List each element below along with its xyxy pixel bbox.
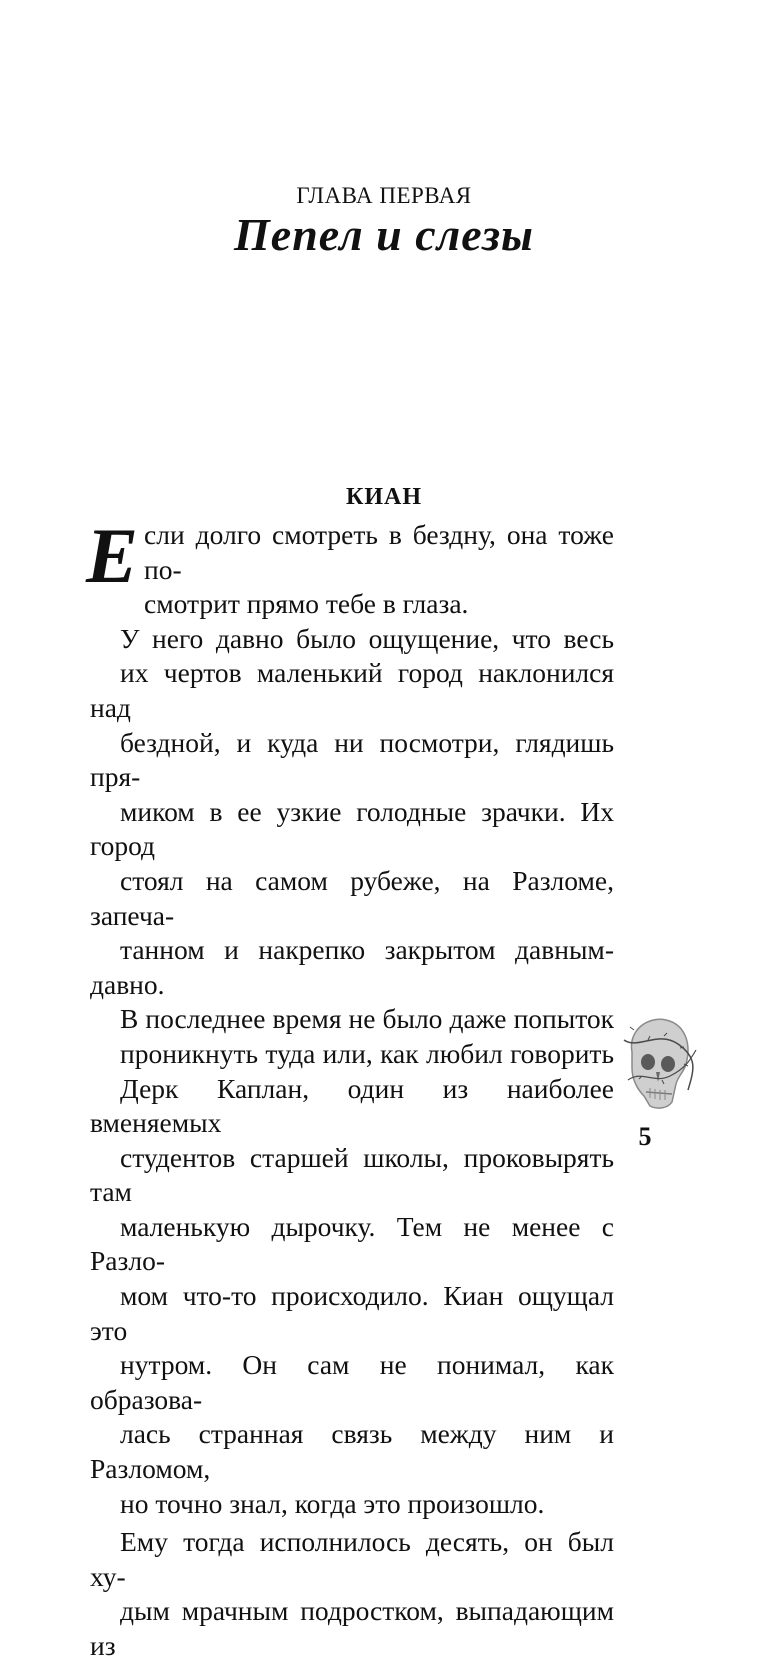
- text-line: мом что-то происходило. Киан ощущал это: [90, 1280, 614, 1346]
- text-line: лась странная связь между ним и Разломом,: [90, 1418, 614, 1485]
- drop-cap: Е: [86, 512, 139, 599]
- text-line: дым мрачным подростком, выпадающим из: [90, 1595, 614, 1661]
- page-number: 5: [638, 1122, 652, 1151]
- text-line: нутром. Он сам не понимал, как образова-: [90, 1349, 614, 1415]
- text-line: сли долго смотреть в бездну, она тоже по-: [144, 519, 614, 585]
- text-line: но точно знал, когда это произошло.: [120, 1487, 545, 1519]
- paragraph-2: [90, 622, 614, 1521]
- paragraph-1: [86, 512, 614, 622]
- body-text: [86, 512, 614, 1664]
- text-line: бездной, и куда ни посмотри, глядишь пря-: [90, 726, 614, 793]
- text-line: У него давно было ощущение, что весь: [120, 622, 614, 654]
- chapter-title: Пепел и слезы: [234, 209, 534, 260]
- text-line: их чертов маленький город наклонился над: [90, 657, 614, 723]
- text-line: Дерк Каплан, один из наиболее вменяемых: [90, 1072, 614, 1139]
- text-line: проникнуть туда или, как любил говорить: [120, 1037, 614, 1069]
- text-line: смотрит прямо тебе в глаза.: [144, 588, 469, 620]
- text-line: Ему тогда исполнилось десять, он был ху-: [90, 1526, 614, 1592]
- chapter-label: ГЛАВА ПЕРВАЯ: [296, 183, 472, 208]
- text-line: маленькую дырочку. Тем не менее с Разло-: [90, 1210, 614, 1277]
- text-line: миком в ее узкие голодные зрачки. Их город: [90, 795, 614, 862]
- text-line: студентов старшей школы, проковырять там: [90, 1141, 614, 1208]
- section-heading: КИАН: [345, 484, 423, 510]
- text-line: танном и накрепко закрытом давным-давно.: [90, 934, 614, 1000]
- paragraph-3: [90, 1525, 614, 1663]
- text-line: В последнее время не было даже попыток: [120, 1003, 614, 1035]
- text-line: стоял на самом рубеже, на Разломе, запеча-: [90, 864, 614, 931]
